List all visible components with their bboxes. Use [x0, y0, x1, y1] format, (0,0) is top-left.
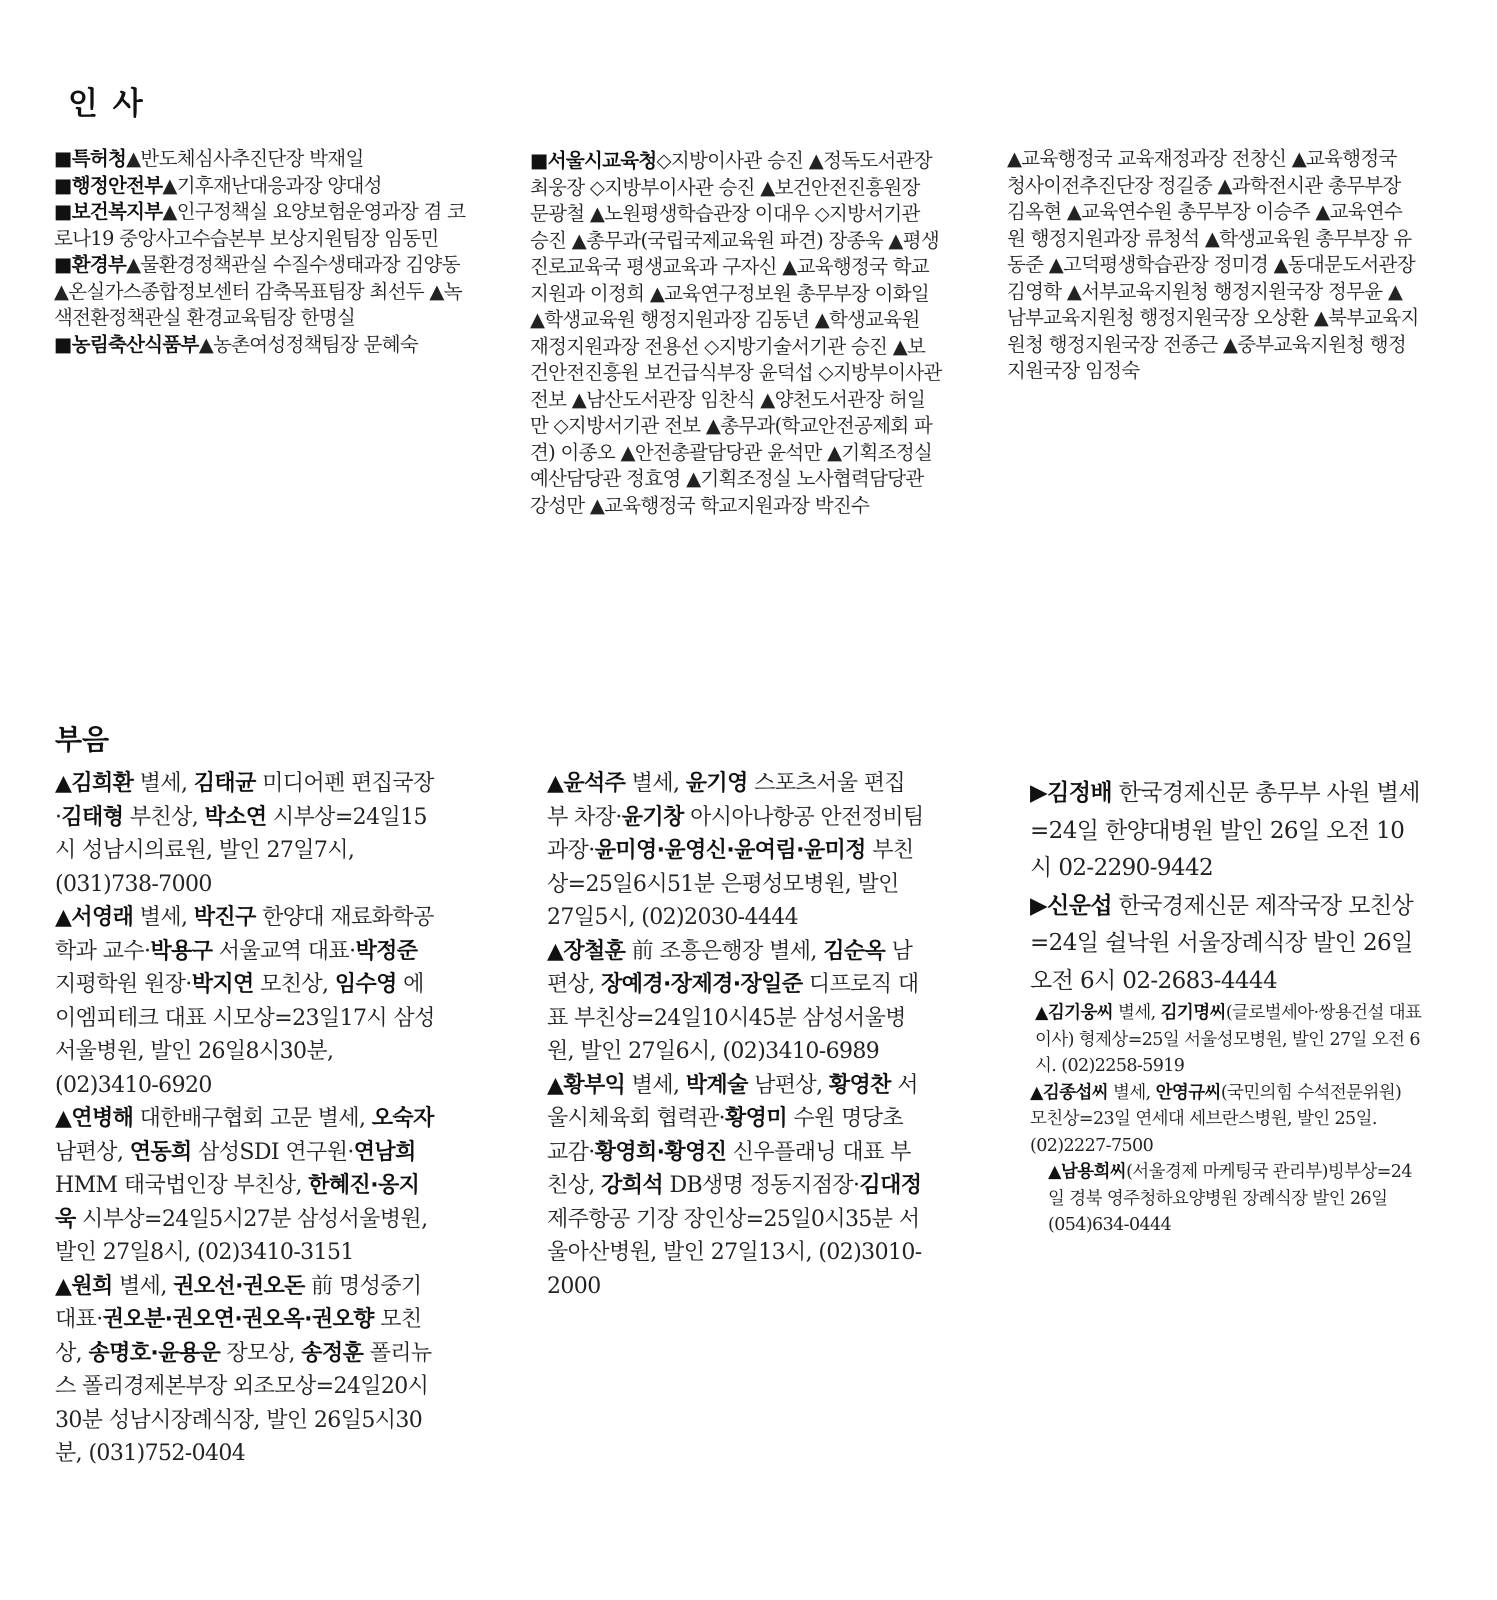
person-name: ▲황부익 [547, 1072, 626, 1098]
obituary-text: 별세, [133, 905, 194, 930]
bueum-column-2 [547, 767, 925, 1303]
obituary-text: 에이엠피테크 대표 시모상=23일17시 삼성서울병원, 발인 26일8시30분, (02)3410-6920 [55, 972, 435, 1098]
obituary-entry [1030, 888, 1422, 1001]
person-name: ▲김종섭씨 [1030, 1082, 1109, 1103]
insa-appointments: ◇지방이사관 승진 ▲정독도서관장 최웅장 ◇지방부이사관 승진 ▲보건안전진흥원장 문광철 ▲노원평생학습관장 이대우 ◇지방서기관 승진 ▲총무과(국립국제교육원 파견) 장종욱 ▲평생진로교육국 평생교육과 구자신 ▲교육행정국 학교지원과 이정희 ▲교육연구정보원 총무부장 이화일 ▲학생교육원 행정지원과장 김동년 ▲학생교육원 재정지원과장 전용선 ◇지방기술서기관 승진 ▲보건안전진흥원 보건급식부장 윤덕섭 ◇지방부이사관 전보 ▲남산도서관장 임찬식 ▲양천도서관장 허일만 ◇지방서기관 전보 ▲총무과(학교안전공제회 파견) 이종오 ▲안전총괄담당관 윤석만 ▲기획조정실 예산담당관 정효영 ▲기획조정실 노사협력담당관 강성만 ▲교육행정국 학교지원과장 박진수 [530, 149, 942, 517]
person-name: ▶신운섭 [1030, 892, 1112, 919]
person-name: ▲장철훈 [547, 938, 626, 964]
person-name: ▲서영래 [55, 905, 134, 930]
person-name: 황영희·황영진 [594, 1139, 727, 1165]
obituary-text: 부친상, [123, 804, 205, 830]
person-name: 임수영 [334, 972, 397, 997]
obituary-text: 신우플래닝 대표 부친상, [547, 1139, 911, 1198]
person-name: 박지연 [191, 972, 254, 997]
obituary-text: 서울교역 대표· [212, 938, 356, 964]
obituary-text: 스포츠서울 편집부 차장· [547, 771, 906, 830]
obituary-text: (글로벌세아·쌍용건설 대표이사) 형제상=25일 서울성모병원, 발인 27일 오전 6시. (02)2258-5919 [1035, 1003, 1422, 1076]
insa-column-3 [1007, 146, 1419, 385]
obituary-text: DB생명 정동지점장· [663, 1173, 860, 1198]
obituary-text: HMM 태국법인장 부친상, [55, 1173, 309, 1198]
person-name: 연동희 [129, 1139, 192, 1165]
insa-entry [54, 199, 466, 252]
bueum-column-3-large [1030, 775, 1422, 1000]
person-name: ▲김기웅씨 [1035, 1003, 1114, 1023]
person-name: 박용구 [150, 938, 213, 964]
person-name: 김태형 [61, 804, 124, 830]
person-name: 윤미영·윤영신·윤여림·윤미정 [594, 838, 866, 863]
person-name: 김기명씨 [1160, 1003, 1226, 1023]
person-name: ▲김희환 [55, 771, 134, 796]
obituary-text: 제주항공 기장 장인상=25일0시35분 서울아산병원, 발인 27일13시, (02)3010-2000 [547, 1206, 922, 1299]
person-name: 송정훈 [301, 1340, 364, 1366]
obituary-text: 前 조흥은행장 별세, [625, 938, 824, 964]
insa-entry [54, 146, 466, 173]
obituary-text: 부친상=25일6시51분 은평성모병원, 발인 27일5시, (02)2030-4444 [547, 838, 914, 930]
person-name: ▲연병해 [55, 1106, 134, 1131]
obituary-text: 디프로직 대표 부친상=24일10시45분 삼성서울병원, 발인 27일6시, (02)3410-6989 [547, 972, 919, 1064]
person-name: 김대정 [859, 1173, 922, 1198]
insa-entry [54, 173, 466, 200]
person-name: 김순옥 [823, 938, 886, 964]
obituary-text: 지평학원 원장· [55, 972, 192, 997]
bueum-column-3-small [1030, 1000, 1422, 1239]
obituary-text: 별세, [625, 771, 686, 796]
insa-column-2 [530, 148, 942, 519]
obituary-text: 모친상, [55, 1307, 422, 1366]
person-name: ▲윤석주 [547, 771, 626, 796]
obituary-text: 서울시체육회 협력관· [547, 1072, 918, 1131]
obituary-entry [55, 901, 435, 1102]
obituary-text: 대한배구협회 고문 별세, [133, 1106, 372, 1131]
obituary-text: 남편상, [747, 1072, 829, 1098]
obituary-text: 한국경제신문 제작국장 모친상=24일 쉴낙원 서울장례식장 발인 26일 오전 6시 02-2683-4444 [1030, 892, 1414, 994]
obituary-entry [1030, 1080, 1422, 1160]
insa-title: 인 사 [68, 86, 145, 122]
person-name: 한혜진·옹지욱 [55, 1173, 420, 1232]
insa-org-name: ■서울시교육청 [530, 149, 657, 172]
person-name: 윤기창 [621, 804, 684, 830]
obituary-text: 별세, [133, 771, 194, 796]
person-name: ▶김정배 [1030, 780, 1112, 806]
insa-org-name: ■보건복지부 [54, 200, 163, 223]
insa-org-name: ■특허청 [54, 147, 127, 170]
person-name: 박계술 [685, 1072, 748, 1098]
obituary-text: 남편상, [547, 938, 913, 997]
obituary-text: 아시아나항공 안전정비팀 과장· [547, 804, 924, 863]
bueum-title: 부음 [55, 723, 110, 756]
insa-column-1 [54, 146, 466, 358]
insa-entry [54, 332, 466, 359]
person-name: 송명호·윤용운 [88, 1340, 221, 1366]
obituary-text: (서울경제 마케팅국 관리부)빙부상=24일 경북 영주청하요양병원 장례식장 발인 26일 (054)634-0444 [1048, 1162, 1412, 1235]
obituary-text: 별세, [1108, 1082, 1156, 1103]
insa-entry [54, 252, 466, 332]
person-name: 오숙자 [371, 1106, 434, 1131]
obituary-text: 수원 명당초 교감· [547, 1106, 904, 1165]
obituary-entry [547, 935, 925, 1069]
person-name: 박정준 [355, 938, 418, 964]
obituary-text: 별세, [625, 1072, 686, 1098]
person-name: 연남희 [353, 1139, 416, 1165]
person-name: 황영찬 [828, 1072, 891, 1098]
insa-col3-text: ▲교육행정국 교육재정과장 전창신 ▲교육행정국 청사이전추진단장 정길중 ▲과학전시관 총무부장 김옥현 ▲교육연수원 총무부장 이승주 ▲교육연수원 행정지원과장 류청석 ▲학생교육원 총무부장 유동준 ▲고덕평생학습관장 정미경 ▲동대문도서관장 김영학 ▲서부교육지원청 행정지원국장 정무윤 ▲남부교육지원청 행정지원국장 오상환 ▲북부교육지원청 행정지원국장 전종근 ▲중부교육지원청 행정지원국장 임정숙 [1007, 147, 1419, 382]
obituary-entry [547, 767, 925, 935]
person-name: 박소연 [204, 804, 267, 830]
obituary-entry [1030, 775, 1422, 888]
person-name: 권오선·권오돈 [173, 1273, 305, 1299]
obituary-text: 폴리뉴스 폴리경제본부장 외조모상=24일20시30분 성남시장례식장, 발인 26일5시30분, (031)752-0404 [55, 1340, 432, 1466]
obituary-text: 한양대 재료화학공학과 교수· [55, 905, 434, 964]
obituary-text: (국민의힘 수석전문위원) 모친상=23일 연세대 세브란스병원, 발인 25일. (02)2227-7500 [1030, 1082, 1402, 1156]
insa-entry [530, 148, 942, 519]
obituary-entry [55, 1270, 435, 1471]
insa-appointments: ▲반도체심사추진단장 박재일 [126, 147, 364, 170]
obituary-text: 시부상=24일15시 성남시의료원, 발인 27일7시, (031)738-7000 [55, 804, 427, 897]
insa-appointments: ▲물환경정책관실 수질수생태과장 김양동 ▲온실가스종합정보센터 감축목표팀장 최선두 ▲녹색전환정책관실 환경교육팀장 한명실 [54, 253, 462, 329]
insa-appointments: ▲농촌여성정책팀장 문혜숙 [198, 332, 418, 356]
insa-org-name: ■농림축산식품부 [54, 332, 199, 356]
obituary-text: 장모상, [220, 1340, 302, 1366]
person-name: ▲원희 [55, 1273, 113, 1299]
person-name: 강희석 [601, 1173, 664, 1198]
person-name: 김태균 [193, 771, 256, 796]
person-name: 황영미 [725, 1106, 787, 1131]
person-name: 권오분·권오연·권오옥·권오향 [102, 1307, 374, 1332]
obituary-text: 별세, [112, 1273, 174, 1299]
obituary-entry [1030, 1000, 1422, 1080]
obituary-text: 미디어펜 편집국장· [55, 771, 434, 830]
obituary-text: 한국경제신문 총무부 사원 별세=24일 한양대병원 발인 26일 오전 10시 02-2290-9442 [1030, 780, 1420, 881]
person-name: 안영규씨 [1155, 1082, 1221, 1103]
obituary-text: 별세, [1113, 1003, 1161, 1023]
obituary-entry [55, 767, 435, 901]
obituary-entry [55, 1102, 435, 1270]
insa-org-name: ■행정안전부 [54, 173, 163, 197]
obituary-text: 前 명성중기 대표· [55, 1273, 422, 1332]
obituary-entry [1030, 1159, 1422, 1239]
obituary-text: 시부상=24일5시27분 삼성서울병원, 발인 27일8시, (02)3410-3151 [55, 1206, 428, 1265]
insa-appointments: ▲인구정책실 요양보험운영과장 겸 코로나19 중앙사고수습본부 보상지원팀장 임동민 [54, 200, 466, 250]
obituary-text: 모친상, [253, 972, 335, 997]
person-name: 윤기영 [685, 771, 748, 796]
person-name: 박진구 [193, 905, 256, 930]
obituary-text: 삼성SDI 연구원· [191, 1139, 354, 1165]
insa-appointments: ▲기후재난대응과장 양대성 [162, 173, 382, 197]
person-name: 장예경·장제경·장일준 [601, 972, 803, 997]
person-name: ▲남용희씨 [1048, 1162, 1127, 1182]
bueum-column-1 [55, 767, 435, 1471]
insa-org-name: ■환경부 [54, 253, 127, 276]
obituary-text: 남편상, [55, 1139, 130, 1165]
obituary-entry [547, 1069, 925, 1304]
